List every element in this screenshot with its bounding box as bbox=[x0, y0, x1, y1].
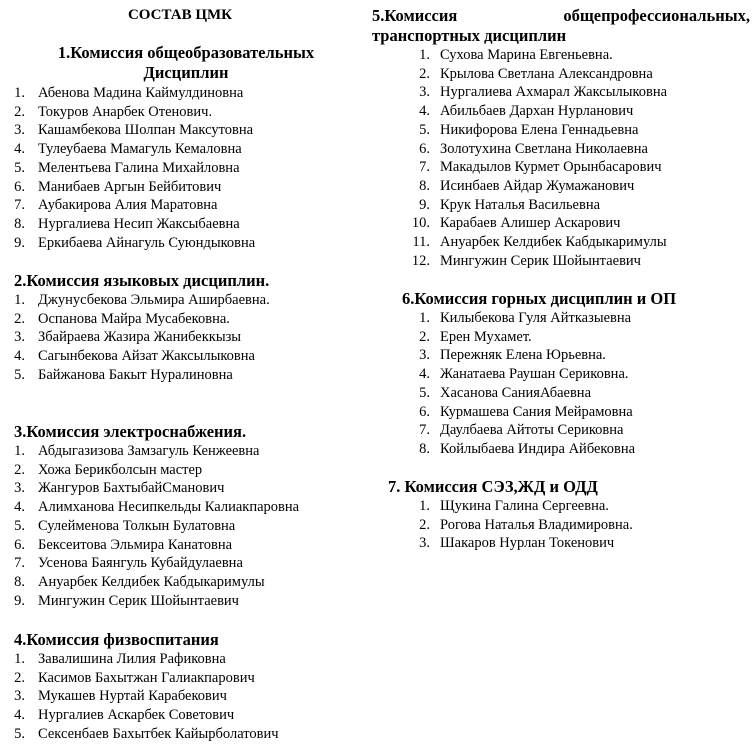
list-item: 5. Хасанова СанияАбаевна bbox=[419, 384, 592, 401]
section-ses-railway bbox=[372, 477, 756, 553]
list-item: 7. Даулбаева Айтоты Сериковна bbox=[419, 422, 624, 439]
list-item: 6. Бексеитова Эльмира Канатовна bbox=[14, 536, 233, 553]
list-item: 3. Шакаров Нурлан Токенович bbox=[419, 535, 615, 552]
section-title: 6.Комиссия горных дисциплин и ОП bbox=[402, 289, 677, 308]
section-general-education bbox=[0, 43, 372, 252]
list-item: 6. Манибаев Аргын Бейбитович bbox=[14, 178, 222, 195]
section-title: 3.Комиссия электроснабжения. bbox=[14, 422, 247, 441]
list-item: 3. Мукашев Нуртай Карабекович bbox=[14, 688, 227, 705]
list-item: 3. Збайраева Жазира Жанибеккызы bbox=[14, 329, 242, 346]
section-languages bbox=[0, 271, 372, 385]
list-item: 1. Абдыгазизова Замзагуль Кенжеевна bbox=[14, 443, 260, 459]
list-item: 2. Токуров Анарбек Отенович. bbox=[14, 103, 213, 120]
list-item: 6. Золотухина Светлана Николаевна bbox=[419, 140, 648, 157]
list-item: 5. Байжанова Бакыт Нуралиновна bbox=[14, 366, 233, 383]
list-item: 2. Рогова Наталья Владимировна. bbox=[419, 516, 633, 533]
list-item: 4. Нургалиев Аскарбек Советович bbox=[14, 707, 235, 724]
member-list bbox=[372, 497, 756, 553]
list-item: 2. Хожа Берикболсын мастер bbox=[14, 461, 203, 478]
list-item: 1. Завалишина Лилия Рафиковна bbox=[14, 651, 226, 667]
member-list bbox=[372, 46, 756, 270]
section-general-professional bbox=[372, 6, 756, 270]
member-list bbox=[0, 291, 372, 385]
member-list bbox=[0, 84, 372, 252]
section-physical-education bbox=[0, 630, 372, 744]
list-item: 2. Крылова Светлана Александровна bbox=[419, 65, 653, 82]
list-item: 2. Касимов Бахытжан Галиакпарович bbox=[14, 669, 255, 686]
list-item: 7. Макадылов Курмет Орынбасарович bbox=[419, 159, 662, 176]
list-item: 1. Абенова Мадина Каймулдиновна bbox=[14, 85, 244, 101]
list-item: 4. Сагынбекова Айзат Жаксылыковна bbox=[14, 348, 255, 365]
list-item: 3. Пережняк Елена Юрьевна. bbox=[419, 347, 606, 364]
list-item: 1. Сухова Марина Евгеньевна. bbox=[419, 47, 613, 63]
list-item: 10. Карабаев Алишер Аскарович bbox=[411, 215, 621, 232]
list-item: 8. Койлыбаева Индира Айбековна bbox=[419, 440, 636, 457]
list-item: 3. Кашамбекова Шолпан Максутовна bbox=[14, 122, 254, 139]
section-title: 4.Комиссия физвоспитания bbox=[14, 630, 219, 649]
list-item: 3. Нургалиева Ахмарал Жаксылыковна bbox=[419, 84, 668, 101]
member-list bbox=[0, 442, 372, 610]
list-item: 9. Крук Наталья Васильевна bbox=[419, 196, 601, 213]
list-item: 12. Мингужин Серик Шойынтаевич bbox=[411, 252, 641, 269]
list-item: 5. Сексенбаев Бахытбек Кайырболатович bbox=[14, 725, 279, 742]
list-item: 6. Курмашева Сания Мейрамовна bbox=[419, 403, 633, 420]
list-item: 9. Еркибаева Айнагуль Суюндыковна bbox=[14, 234, 256, 251]
list-item: 7. Аубакирова Алия Маратовна bbox=[14, 197, 218, 214]
list-item: 4. Тулеубаева Мамагуль Кемаловна bbox=[14, 141, 242, 158]
list-item: 9. Мингужин Серик Шойынтаевич bbox=[14, 592, 239, 609]
list-item: 2. Ерен Мухамет. bbox=[419, 328, 532, 345]
member-list bbox=[0, 650, 372, 744]
list-item: 4. Жанатаева Раушан Сериковна. bbox=[419, 366, 629, 383]
section-mining bbox=[372, 289, 756, 459]
list-item: 8. Нургалиева Несип Жаксыбаевна bbox=[14, 215, 240, 232]
section-title: 5.Комиссия общепрофессиональных, транспортных дисциплин bbox=[372, 6, 750, 45]
list-item: 4. Алимханова Несипкельды Калиакпаровна bbox=[14, 499, 300, 516]
list-item: 4. Абильбаев Дархан Нурланович bbox=[419, 103, 634, 120]
section-title: 2.Комиссия языковых дисциплин. bbox=[14, 271, 270, 290]
list-item: 7. Усенова Баянгуль Кубайдулаевна bbox=[14, 555, 243, 572]
list-item: 8. Ануарбек Келдибек Кабдыкаримулы bbox=[14, 573, 265, 590]
list-item: 11. Ануарбек Келдибек Кабдыкаримулы bbox=[412, 234, 667, 251]
list-item: 5. Никифорова Елена Геннадьевна bbox=[419, 121, 639, 138]
document-title: СОСТАВ ЦМК bbox=[127, 7, 233, 23]
section-title: 7. Комиссия СЭЗ,ЖД и ОДД bbox=[388, 477, 598, 496]
list-item: 1. Джунусбекова Эльмира Аширбаевна. bbox=[14, 292, 270, 308]
list-item: 1. Килыбекова Гуля Айтказыевна bbox=[419, 310, 632, 326]
list-item: 8. Исинбаев Айдар Жумажанович bbox=[419, 177, 635, 194]
list-item: 1. Щукина Галина Сергеевна. bbox=[419, 498, 609, 514]
section-power-supply bbox=[0, 422, 372, 610]
list-item: 5. Мелентьева Галина Михайловна bbox=[14, 159, 240, 176]
member-list bbox=[372, 309, 756, 459]
list-item: 5. Сулейменова Толкын Булатовна bbox=[14, 517, 236, 534]
list-item: 3. Жангуров БахтыбайСманович bbox=[14, 480, 225, 497]
list-item: 2. Оспанова Майра Мусабековна. bbox=[14, 310, 230, 327]
section-title: 1.Комиссия общеобразовательных Дисциплин bbox=[57, 43, 315, 82]
